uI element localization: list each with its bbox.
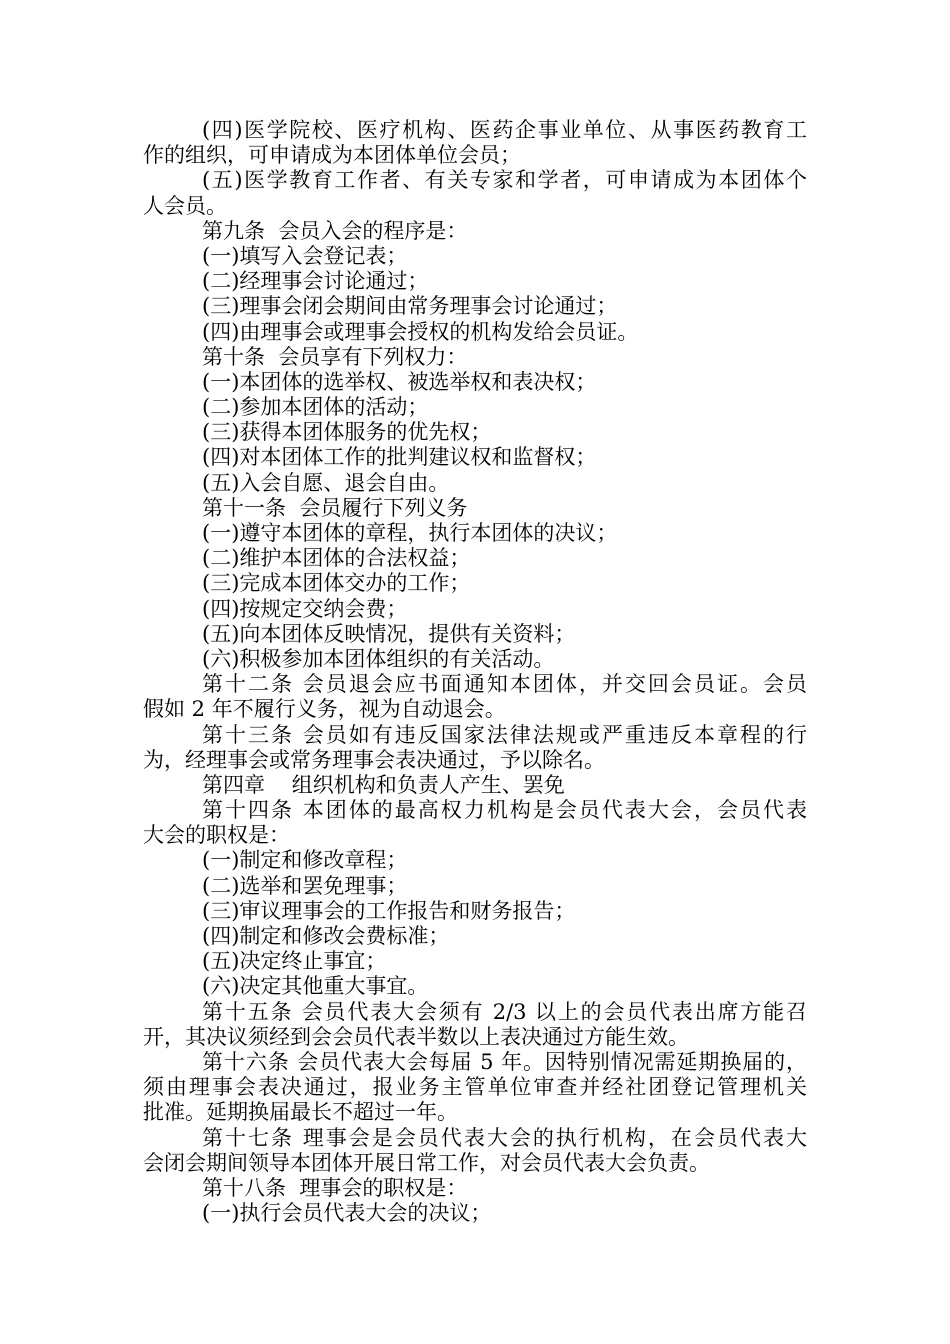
text-line: (四)制定和修改会费标准； <box>202 924 450 948</box>
text-line: (六)积极参加本团体组织的有关活动。 <box>202 646 555 671</box>
text-line: 第十八条 理事会的职权是： <box>202 1175 468 1200</box>
text-line: 批准。延期换届最长不超过一年。 <box>143 1100 458 1125</box>
text-line: (三)审议理事会的工作报告和财务报告； <box>202 898 576 923</box>
text-line: 第十六条 会员代表大会每届 5 年。因特别情况需延期换届的， <box>202 1049 807 1074</box>
text-line: (四)按规定交纳会费； <box>202 596 408 621</box>
text-line: 会闭会期间领导本团体开展日常工作，对会员代表大会负责。 <box>143 1150 710 1175</box>
text-line: (二)参加本团体的活动； <box>202 395 429 420</box>
text-line: 第十四条 本团体的最高权力机构是会员代表大会，会员代表 <box>202 798 807 823</box>
text-line: (一)执行会员代表大会的决议； <box>202 1201 492 1226</box>
text-line: 为，经理事会或常务理事会表决通过，予以除名。 <box>143 747 605 772</box>
text-line: 第十一条 会员履行下列义务 <box>202 495 468 520</box>
text-line: (四)对本团体工作的批判建议权和监督权； <box>202 445 597 470</box>
text-line: (四)由理事会或理事会授权的机构发给会员证。 <box>202 319 639 344</box>
text-line: (一)本团体的选举权、被选举权和表决权； <box>202 369 597 394</box>
text-line: (四)医学院校、医疗机构、医药企事业单位、从事医药教育工 <box>202 118 807 142</box>
text-line: (五)决定终止事宜； <box>202 949 387 974</box>
text-line: 第十三条 会员如有违反国家法律法规或严重违反本章程的行 <box>202 722 807 747</box>
text-line: 人会员。 <box>143 193 227 218</box>
text-line: 第四章 组织机构和负责人产生、罢免 <box>202 772 565 797</box>
text-line: (二)经理事会讨论通过； <box>202 269 429 294</box>
text-line: 第十条 会员享有下列权力： <box>202 344 468 369</box>
text-line: 须由理事会表决通过，报业务主管单位审查并经社团登记管理机关 <box>143 1075 807 1100</box>
text-line: 第十二条 会员退会应书面通知本团体，并交回会员证。会员 <box>202 672 807 697</box>
text-line: 作的组织，可申请成为本团体单位会员； <box>143 143 521 168</box>
text-line: (三)理事会闭会期间由常务理事会讨论通过； <box>202 294 618 319</box>
text-line: (三)完成本团体交办的工作； <box>202 571 471 596</box>
text-line: 假如 2 年不履行义务，视为自动退会。 <box>143 697 506 722</box>
text-line: (五)入会自愿、退会自由。 <box>202 470 450 495</box>
text-line: (六)决定其他重大事宜。 <box>202 974 429 999</box>
text-line: (一)遵守本团体的章程，执行本团体的决议； <box>202 521 618 545</box>
text-line: 开，其决议须经到会会员代表半数以上表决通过方能生效。 <box>143 1024 689 1049</box>
text-line: (一)填写入会登记表； <box>202 243 408 268</box>
text-line: (二)选举和罢免理事； <box>202 873 408 898</box>
text-line: (三)获得本团体服务的优先权； <box>202 420 492 445</box>
text-line: 第九条 会员入会的程序是： <box>202 218 468 243</box>
text-line: (五)向本团体反映情况，提供有关资料； <box>202 621 576 646</box>
text-line: (二)维护本团体的合法权益； <box>202 546 471 571</box>
text-line: 第十五条 会员代表大会须有 2/3 以上的会员代表出席方能召 <box>202 999 807 1024</box>
text-line: (一)制定和修改章程； <box>202 848 408 873</box>
document-body <box>143 118 807 1226</box>
text-line: (五)医学教育工作者、有关专家和学者，可申请成为本团体个 <box>202 168 807 193</box>
text-line: 大会的职权是： <box>143 823 290 848</box>
text-line: 第十七条 理事会是会员代表大会的执行机构，在会员代表大 <box>202 1125 807 1150</box>
